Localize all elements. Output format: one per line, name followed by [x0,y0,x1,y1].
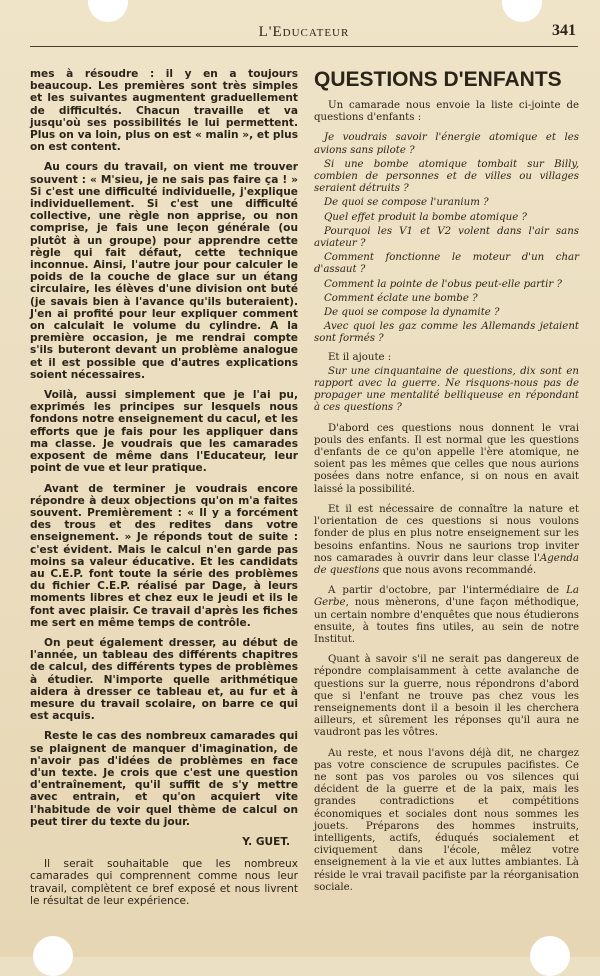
question-item: De quoi se compose la dynamite ? [324,307,500,319]
punch-hole [502,0,542,22]
question-item: Si une bombe atomique tombait sur Billy, combien de personnes et de villes ou villages seraient détruits ? [314,158,579,195]
punch-hole [530,936,570,976]
paragraph: Avant de terminer je voudrais encore répondre à deux objections qu'on m'a faites souvent. Premièrement : « Il y a forcément des trous et des redites dans votre enseignement. » Je réponds tout de suite : c'est évident. Mais le calcul n'en garde pas moins sa valeur éducative. Et les candidats au C.E.P. font toute la série des problèmes du fichier C.E.P. réalisé par Dage, à leurs moments libres et chez eux le jeudi et ils le font avec plaisir. Ce travail d'après les fiches me sert en même temps de contrôle. [30,482,298,629]
punch-hole [33,936,73,976]
paragraph: Quant à savoir s'il ne serait pas dangereux de répondre complaisamment à cette avalanche de questions sur la guerre, nous répondrons d'abord que si l'enfant ne trouve pas chez vous les renseignements dont il a besoin il les cherchera ailleurs, et sûrement les réponses qu'il aura ne vaudront pas les vôtres. [314,654,579,739]
page-header [30,20,578,47]
paragraph: Voilà, aussi simplement que je l'ai pu, exprimés les principes sur lesquels nous fondons notre enseignement du cacul, et les efforts que je fais pour les appliquer dans ma classe. Je voudrais que les camarades exposent de même dans l'Educateur, leur point de vue et leur pratique. [30,389,298,475]
paragraph [314,504,579,577]
question-item: Avec quoi les gaz comme les Allemands jetaient sont formés ? [314,321,579,345]
text-run: Et il est nécessaire de connaître la nature et l'orientation de ces questions si nous voulons fonder de plus en plus notre enseignement sur les besoins enfantins. Nous ne saurions trop inviter nos camarades à ouvrir dans leur classe l' [314,503,579,564]
intro-paragraph: Un camarade nous envoie la liste ci-jointe de questions d'enfants : [314,100,579,124]
question-item: De quoi se compose l'uranium ? [324,197,489,209]
question-item: Je voudrais savoir l'énergie atomique et les avions sans pilote ? [314,132,579,156]
paragraph: On peut également dresser, au début de l'année, un tableau des différents chapitres de calcul, des différents types de problèmes à étudier. N'importe quelle arithmétique aidera à dresser ce tableau et, au fur et à mesure du travail scolaire, on barre ce qui est acquis. [30,636,298,723]
left-column [30,68,298,915]
page-number: 341 [552,22,576,39]
gerbe-title: La Gerbe [314,585,579,609]
closing-note: Il serait souhaitable que les nombreux camarades qui comprennent comme nous leur travail, complètent ce bref exposé et nous livrent le résultat de leur expérience. [30,858,298,907]
punch-hole [88,0,128,22]
added-text: Sur une cinquantaine de questions, dix sont en rapport avec la guerre. Ne risquons-nous pas de propager une mentalité belliqueuse en répondant à ces questions ? [314,365,579,414]
question-item: Pourquoi les V1 et V2 volent dans l'air sans aviateur ? [314,225,579,250]
paragraph: Au cours du travail, on vient me trouver souvent : « M'sieu, je ne sais pas faire ça ! » Si c'est une difficulté individuelle, j'explique individuellement. Si c'est une difficulté collective, une règle non apprise, ou non comprise, je fais une leçon générale (ou plutôt à un groupe) pour apprendre cette règle qui fait défaut, cette technique inconnue. Ainsi, l'autre jour pour calculer le poids de la couche de glace sur un étang circulaire, les élèves d'une division ont buté (je savais bien à l'avance qu'ils buteraient). J'en ai profité pour leur expliquer comment on calculait le volume du cylindre. A la première occasion, je me rendrai compte s'ils buteront devant un problème analogue et il est possible que d'autres explications soient nécessaires. [30,161,298,381]
paragraph: Au reste, et nous l'avons déjà dit, ne chargez pas votre conscience de scrupules pacifistes. Ce ne sont pas vos paroles ou vos silences qui décident de la guerre et de la paix, mais les grandes contradictions et compétitions économiques et sociales dont nous sommes les jouets. Préparons des hommes instruits, intelligents, actifs, éduqués socialement et civiquement dans l'école, mêlez votre enseignement à la vie et aux luttes ambiantes. Là réside le vrai travail pacifiste par la réorganisation sociale. [314,747,579,893]
agenda-title: Agenda de questions [314,552,579,576]
paragraph: Reste le cas des nombreux camarades qui se plaignent de manquer d'imagination, de n'avoir pas d'idées de problèmes en face d'un texte. Je crois que c'est une question d'entraînement, qu'il suffit de s'y mettre avec entrain, et qu'on acquiert vite l'habitude de voir quel thème de calcul on peut tirer du texte du jour. [30,730,298,828]
text-run: que nous avons recommandé. [379,564,537,576]
article-heading: QUESTIONS D'ENFANTS [314,68,562,91]
text-run: , nous mènerons, d'une façon méthodique, un certain nombre d'enquêtes que nous étudierons ensuite, à toutes fins utiles, au sein de notre Institut. [314,597,579,645]
right-column [314,68,579,902]
paragraph [314,585,579,646]
journal-title: L'Educateur [258,24,350,40]
question-item: Quel effet produit la bombe atomique ? [324,211,527,223]
text-run: A partir d'octobre, par l'intermédiaire de [328,585,567,597]
question-item: Comment fonctionne le moteur d'un char d'assaut ? [314,252,579,276]
author-signature: Y. GUET. [242,835,290,848]
question-item: Comment éclate une bombe ? [324,292,478,304]
paragraph: D'abord ces questions nous donnent le vrai pouls des enfants. Il est normal que les questions d'enfants de ce qu'on appelle l'ère atomique, ne soient pas les mêmes que celles que nous aurions posées dans notre enfance, si on nous en avait laissé la possibilité. [314,422,579,495]
paragraph: mes à résoudre : il y en a toujours beaucoup. Les premières sont très simples et les suivantes augmentent graduellement de difficultés. Chacun travaille et va jusqu'où ses possibilités le lui permettent. Plus on va loin, plus on est « malin », et plus on est content. [30,68,298,154]
added-label: Et il ajoute : [328,351,392,363]
question-list [314,132,579,345]
question-item: Comment la pointe de l'obus peut-elle partir ? [324,278,562,290]
